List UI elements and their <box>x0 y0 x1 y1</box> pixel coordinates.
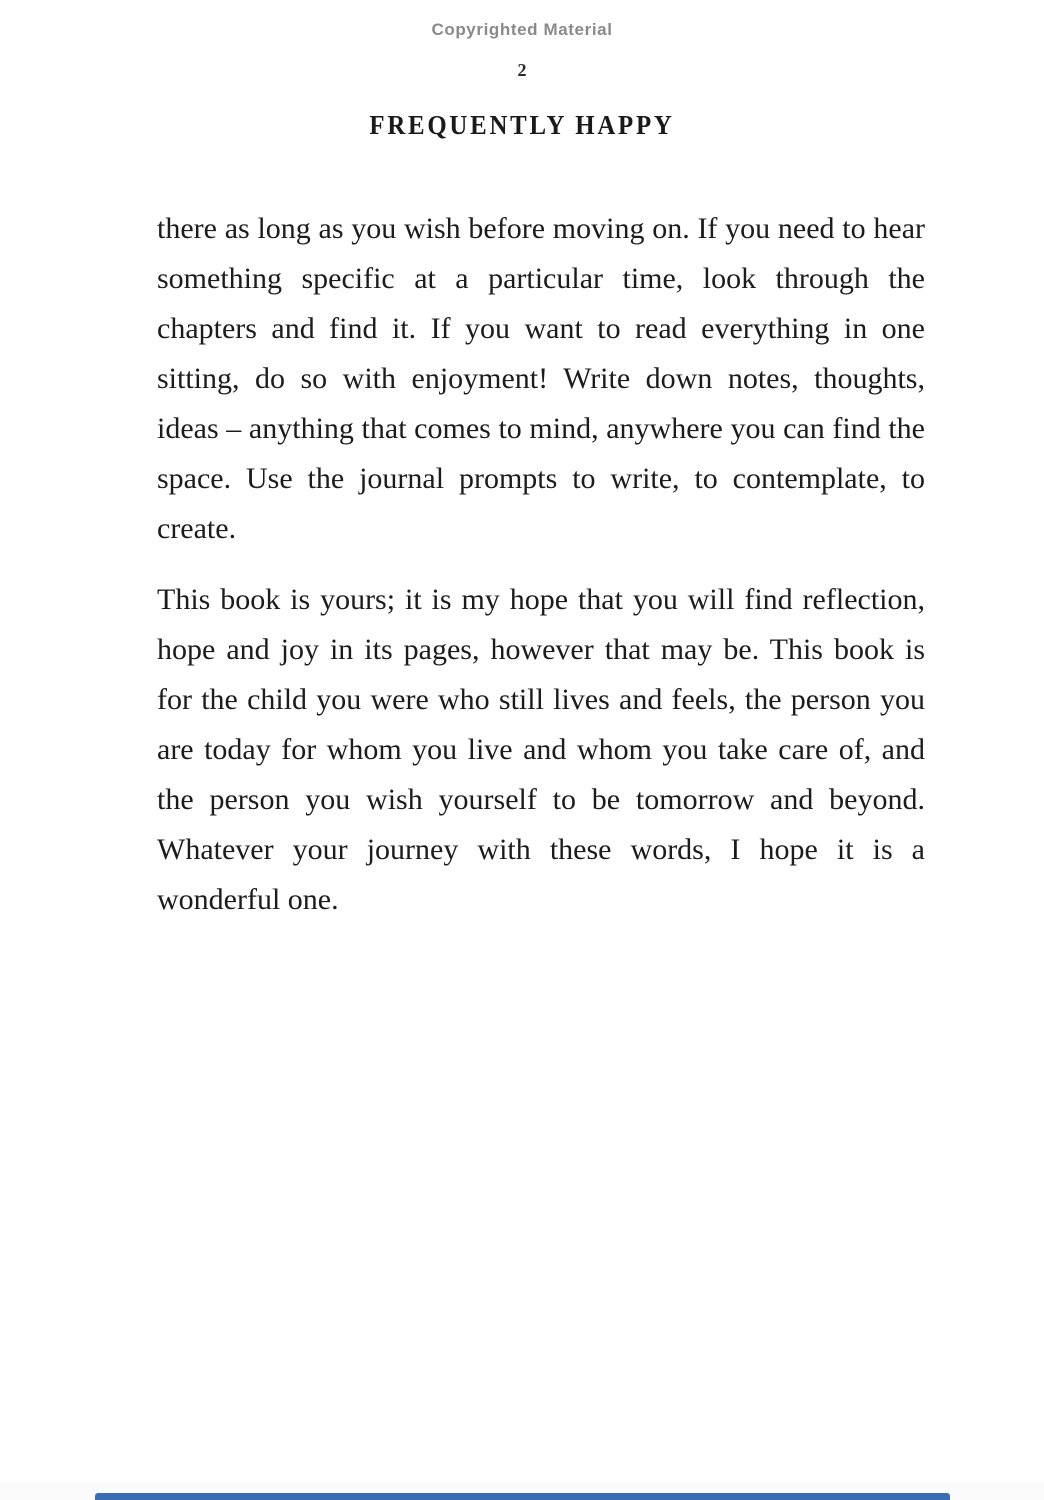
running-head-title: FREQUENTLY HAPPY <box>369 110 675 140</box>
copyrighted-material-watermark: Copyrighted Material <box>431 20 613 39</box>
paragraph-1: there as long as you wish before moving on. If you need to hear something specific at a particular time, look through the chapters and find it. If you want to read everything in one sitting, do so with enjoyment! Write down notes, thoughts, ideas – anything that comes to mind, anywhere you can find the space. Use the journal prompts to write, to contemplate, to create. <box>157 212 925 545</box>
page-number: 2 <box>517 60 527 80</box>
bottom-accent-bar[interactable] <box>95 1493 950 1500</box>
page-body-text <box>157 204 925 925</box>
paragraph-2: This book is yours; it is my hope that you will find reflection, hope and joy in its pages, however that may be. This book is for the child you were who still lives and feels, the person you are today for whom you live and whom you take care of, and the person you wish yourself to be tomorrow and beyond. Whatever your journey with these words, I hope it is a wonderful one. <box>157 583 925 916</box>
